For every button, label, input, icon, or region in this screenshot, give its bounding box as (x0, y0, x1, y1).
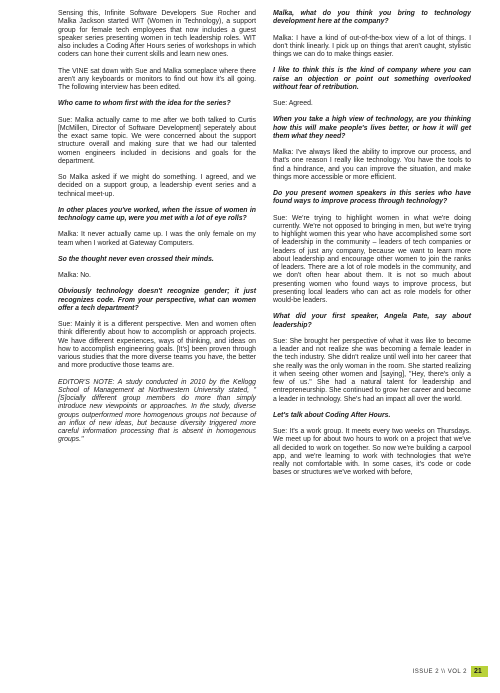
interview-question: Malka, what do you think you bring to technology development here at the company? (273, 10, 471, 26)
interview-question: Do you present women speakers in this series who have found ways to improve process through technology? (273, 190, 471, 206)
answer-paragraph: Malka: I've always liked the ability to improve our process, and that's one reason I really like technology. You have the tools to find a hindrance, and you can improve the situation, and make things more accessible or more efficient. (273, 149, 471, 181)
interview-question: So the thought never even crossed their minds. (58, 255, 214, 263)
answer-paragraph: Malka: I have a kind of out-of-the-box view of a lot of things. I don't think linearly. I pick up on things that aren't caught, stylistic things we can do to make things easier. (273, 34, 471, 58)
answer-paragraph: Malka: No. (58, 272, 91, 279)
answer-paragraph: Sue: Malka actually came to me after we both talked to Curtis [McMillen, Director of Software Development] seperately about the exact same topic. We were concerned about the support structure overall and making sure that we had our talented women engineers included in decisions and goals for the department. (58, 116, 256, 165)
answer-paragraph: Sue: She brought her perspective of what it was like to become a leader and not realize she was becoming a female leader in the tech industry. She didn't realize until well into her career that she really was the only woman in the room. She started realizing it when seeing other women and [saying], "Hey, there's only a few of us." She had a natural talent for leadership and entrepreneurship. She continued to grow her career and become a leader in technology. She's had an impact all over the world. (273, 337, 471, 403)
interview-question: Let's talk about Coding After Hours. (273, 411, 391, 419)
page-number: 21 (471, 666, 488, 677)
answer-paragraph: Sue: We're trying to highlight women in what we're doing currently. We're not opposed to bringing in men, but we're trying to highlight women this year who have accomplished some sort of leadership in the community – leaders of tech companies or leaders of just any company, because we want to learn more about leadership and encourage other women to join the ranks of leaders. There are a lot of role models in the community, and we don't often hear about them. It is not so much about presenting women who found ways to improve process, but presenting local leaders who can act as role models for other would-be leaders. (273, 214, 471, 304)
answer-paragraph: So Malka asked if we might do something. I agreed, and we decided on a support group, a leadership event series and a technical meet-up. (58, 174, 256, 198)
interview-question: Who came to whom first with the idea for the series? (58, 100, 231, 108)
answer-paragraph: Sensing this, Infinite Software Developers Sue Rocher and Malka Jackson started WIT (Women in Technology), a support group for female tech employees that now includes a guest speaker series presenting women in tech leadership roles. WIT also includes a Coding After Hours series of workshops in which coders can hone their current skills and learn new ones. (58, 10, 256, 59)
right-column (273, 10, 471, 486)
interview-question: What did your first speaker, Angela Pate, say about leadership? (273, 313, 471, 329)
issue-label: ISSUE 2 \\ VOL 2 (412, 668, 467, 675)
answer-paragraph: Malka: It never actually came up. I was the only female on my team when I worked at Gateway Computers. (58, 231, 256, 247)
interview-question: When you take a high view of technology, are you thinking how this will make people's lives better, or how it will get them what they need? (273, 116, 471, 140)
editors-note: EDITOR'S NOTE: A study conducted in 2010 by the Kellogg School of Management at Northwestern University stated, "[S]ocially different group members do more than simply introduce new viewpoints or approaches. In the study, diverse groups outperformed more homogenous groups not because of an influx of new ideas, but because diversity triggered more careful information processing that is absent in homogenous groups." (58, 378, 256, 444)
page-footer (409, 666, 488, 677)
interview-question: In other places you've worked, when the issue of women in technology came up, were you met with a lot of eye rolls? (58, 206, 256, 222)
interview-question: I like to think this is the kind of company where you can raise an objection or point out something overlooked without fear of retribution. (273, 67, 471, 91)
answer-paragraph: Sue: Mainly it is a different perspective. Men and women often think differently about how to accomplish or approach projects. We have different experiences, ways of thinking, and ideas on how to accomplish engineering goals. [It's] been proven through various studies that the more diverse teams you have, the better and more productive those teams are. (58, 321, 256, 370)
interview-question: Obviously technology doesn't recognize gender; it just recognizes code. From your perspective, what can women offer a tech department? (58, 288, 256, 312)
answer-paragraph: The VINE sat down with Sue and Malka someplace where there aren't any keyboards or monitors to find out how it's all going. The following interview has been edited. (58, 67, 256, 91)
answer-paragraph: Sue: It's a work group. It meets every two weeks on Thursdays. We meet up for about two hours to work on a project that we've all decided to work on together. So now we're building a carpool app, and we're learning to work with technologies that we're really not comfortable with. In some cases, it's code or code bases or structures we've worked with before, (273, 428, 471, 477)
left-column (58, 10, 256, 453)
answer-paragraph: Sue: Agreed. (273, 100, 313, 107)
